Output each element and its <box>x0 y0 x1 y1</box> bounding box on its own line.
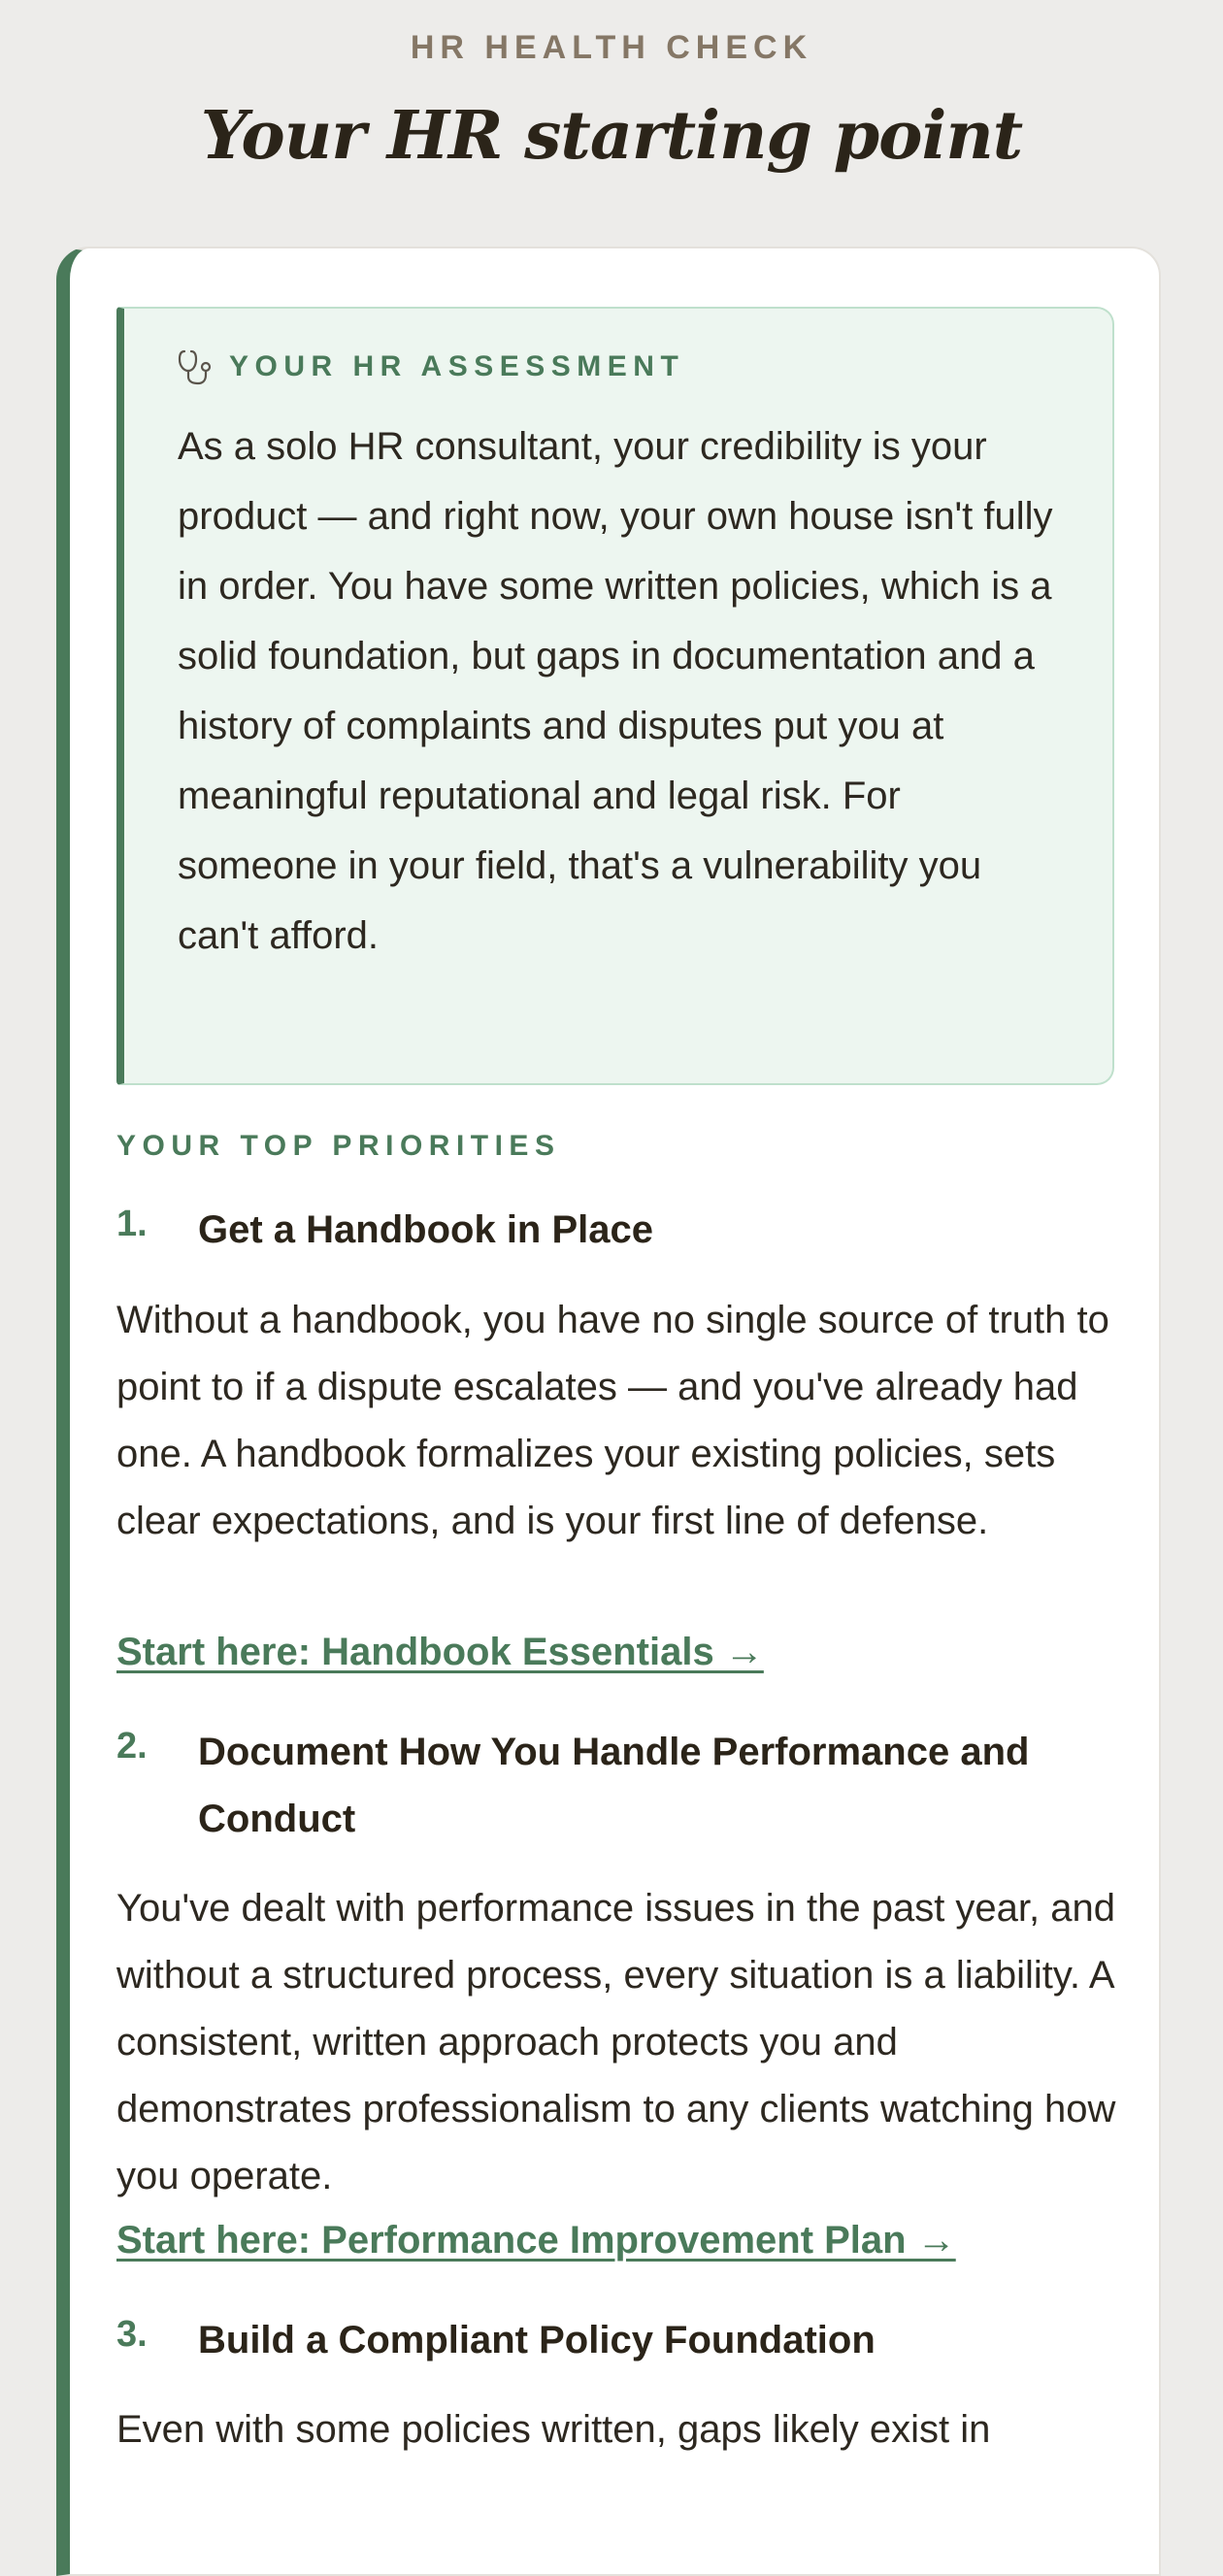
page-eyebrow: HR HEALTH CHECK <box>410 29 813 66</box>
assessment-label: YOUR HR ASSESSMENT <box>229 350 685 382</box>
priority-title: Document How You Handle Performance and Conduct <box>198 1731 1030 1840</box>
priority-body: Without a handbook, you have no single source of truth to point to if a dispute escalates — and you've already had one. A handbook formalizes your existing policies, sets clear expectations, and is your first line of defense. <box>116 1299 1109 1542</box>
stethoscope-icon <box>177 347 215 386</box>
priority-number: 3. <box>116 2314 148 2355</box>
priorities-heading: YOUR TOP PRIORITIES <box>116 1130 561 1162</box>
performance-improvement-plan-link[interactable]: Start here: Performance Improvement Plan → <box>116 2219 956 2262</box>
handbook-essentials-link[interactable]: Start here: Handbook Essentials → <box>116 1631 764 1673</box>
priority-body: Even with some policies written, gaps likely exist in <box>116 2408 991 2451</box>
assessment-header <box>177 347 684 386</box>
priority-title: Get a Handbook in Place <box>198 1208 654 1251</box>
priority-number: 2. <box>116 1726 148 1767</box>
priority-title: Build a Compliant Policy Foundation <box>198 2319 876 2361</box>
page-title: Your HR starting point <box>200 97 1023 175</box>
priority-number: 1. <box>116 1204 148 1244</box>
assessment-text: As a solo HR consultant, your credibility is your product — and right now, your own house isn't fully in order. You have some written policies, which is a solid foundation, but gaps in documentation and a history of complaints and disputes put you at meaningful reputational and legal risk. For someone in your field, that's a vulnerability you can't afford. <box>178 425 1053 957</box>
priority-body: You've dealt with performance issues in the past year, and without a structured process, every situation is a liability. A consistent, written approach protects you and demonstrates professionalism to any clients watching how you operate. <box>116 1887 1116 2197</box>
